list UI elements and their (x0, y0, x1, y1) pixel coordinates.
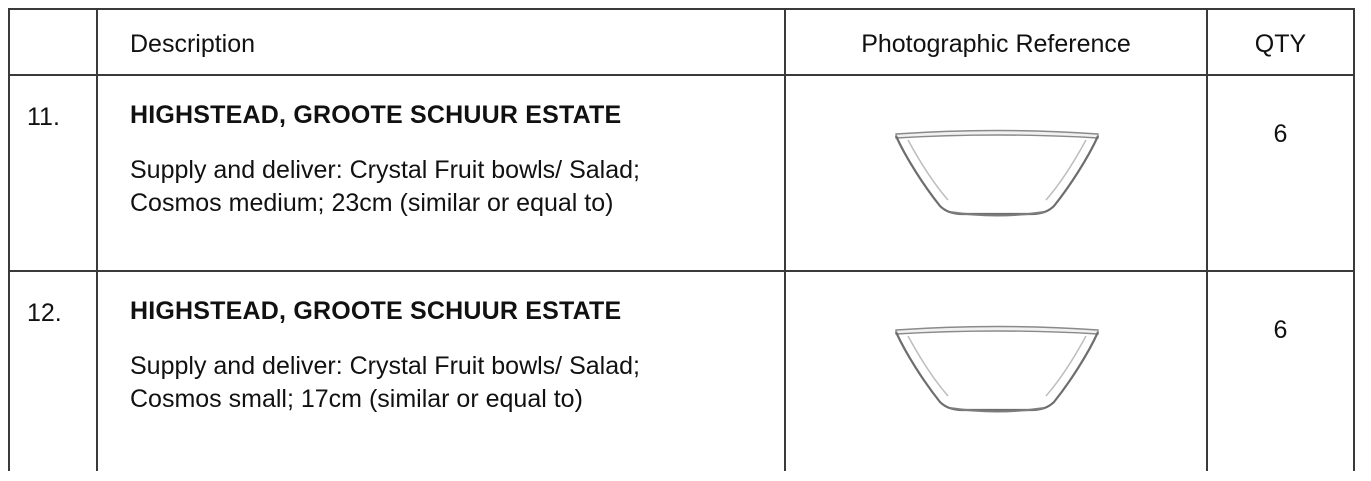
row-number-cell (9, 271, 97, 471)
row-description-cell (97, 75, 785, 271)
row-description-line: Cosmos small; 17cm (similar or equal to) (130, 385, 583, 413)
row-number-cell (9, 75, 97, 271)
table-row (9, 271, 1354, 471)
row-qty-cell (1207, 271, 1354, 471)
row-title: HIGHSTEAD, GROOTE SCHUUR ESTATE (130, 101, 622, 129)
row-title: HIGHSTEAD, GROOTE SCHUUR ESTATE (130, 297, 622, 325)
row-description (130, 154, 784, 220)
row-qty-cell (1207, 75, 1354, 271)
row-photo-cell (785, 271, 1207, 471)
header-description-label: Description (130, 30, 256, 58)
row-description-cell (97, 271, 785, 471)
items-table (8, 8, 1355, 471)
row-number: 11. (27, 103, 60, 131)
header-qty-label: QTY (1254, 30, 1307, 58)
row-qty: 6 (1273, 316, 1288, 344)
row-description-line: Supply and deliver: Crystal Fruit bowls/ Salad; (130, 352, 640, 380)
table-row (9, 75, 1354, 271)
header-photographic-reference (785, 9, 1207, 75)
header-photo-label: Photographic Reference (861, 30, 1131, 58)
row-description-line: Supply and deliver: Crystal Fruit bowls/ Salad; (130, 156, 640, 184)
header-qty (1207, 9, 1354, 75)
table-header-row (9, 9, 1354, 75)
row-photo-cell (785, 75, 1207, 271)
header-number (9, 9, 97, 75)
row-description (130, 350, 784, 416)
row-number: 12. (27, 299, 62, 327)
row-qty: 6 (1273, 120, 1288, 148)
crystal-bowl-icon (892, 128, 1102, 218)
row-description-line: Cosmos medium; 23cm (similar or equal to) (130, 189, 614, 217)
header-description (97, 9, 785, 75)
crystal-bowl-icon (892, 324, 1102, 414)
